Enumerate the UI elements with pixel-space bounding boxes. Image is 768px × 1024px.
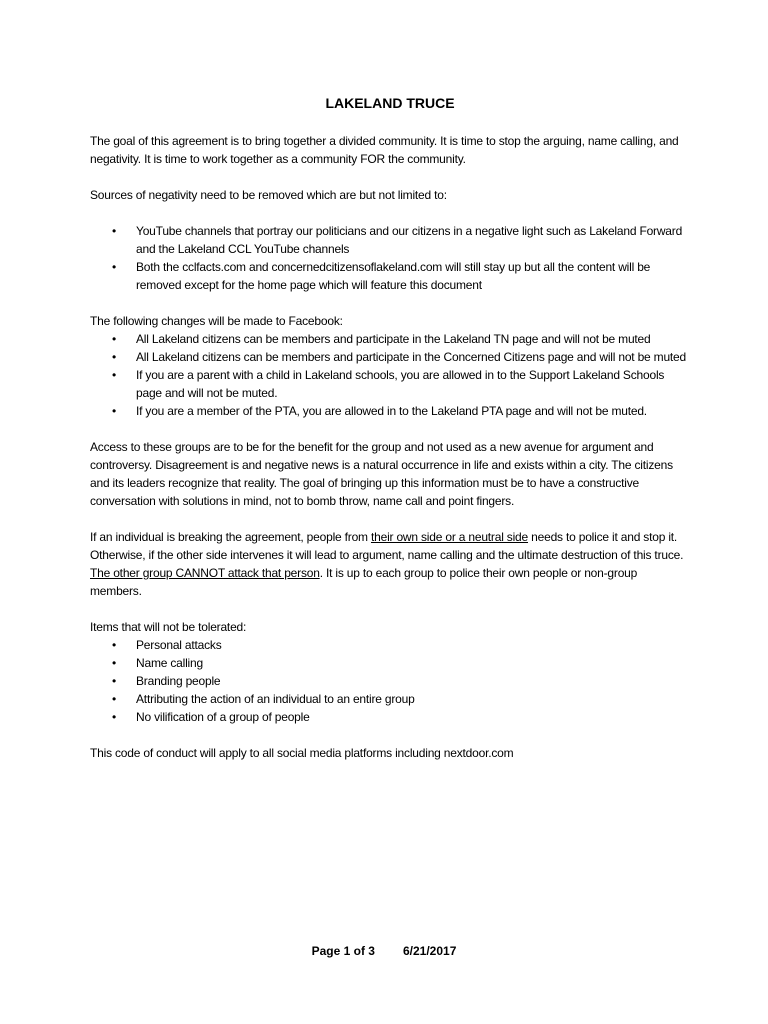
page-number: Page 1 of 3 xyxy=(311,944,375,958)
not-tolerated-list xyxy=(90,636,690,726)
sources-heading: Sources of negativity need to be removed which are but not limited to: xyxy=(90,188,447,202)
page-footer xyxy=(0,944,768,958)
list-item: • All Lakeland citizens can be members and participate in the Lakeland TN page and will not be muted xyxy=(90,330,690,348)
list-item: • Both the cclfacts.com and concernedcitizensoflakeland.com will still stay up but all the content will be removed except for the home page which will feature this document xyxy=(90,258,690,294)
document-date: 6/21/2017 xyxy=(402,944,457,958)
list-item: • Personal attacks xyxy=(90,636,690,654)
list-item: • If you are a member of the PTA, you are allowed in to the Lakeland PTA page and will not be muted. xyxy=(90,402,690,420)
list-item: • All Lakeland citizens can be members and participate in the Concerned Citizens page and will not be muted xyxy=(90,348,690,366)
list-item: • No vilification of a group of people xyxy=(90,708,690,726)
intro-paragraph: The goal of this agreement is to bring together a divided community. It is time to stop the arguing, name calling, and negativity. It is time to work together as a community FOR the community. xyxy=(90,134,679,166)
police-underline-1: their own side or a neutral side xyxy=(370,530,529,544)
sources-list xyxy=(90,222,690,294)
police-text-3: . It is up to each group to police their own people or non-group members. xyxy=(90,566,638,598)
document-title: LAKELAND TRUCE xyxy=(325,95,455,111)
facebook-list xyxy=(90,330,690,420)
list-item: • If you are a parent with a child in Lakeland schools, you are allowed in to the Support Lakeland Schools page and will not be muted. xyxy=(90,366,690,402)
not-tolerated-heading: Items that will not be tolerated: xyxy=(90,620,247,634)
list-item: • Branding people xyxy=(90,672,690,690)
list-item: • Name calling xyxy=(90,654,690,672)
list-item: • Attributing the action of an individual to an entire group xyxy=(90,690,690,708)
closing-paragraph: This code of conduct will apply to all social media platforms including nextdoor.com xyxy=(90,746,514,760)
police-text-2: needs to police it and stop it. Otherwise, if the other side intervenes it will lead to argument, name calling and the ultimate destruction of this truce. xyxy=(90,530,684,562)
police-paragraph xyxy=(90,528,690,600)
police-underline-2: The other group CANNOT attack that person xyxy=(90,566,320,580)
list-item: • YouTube channels that portray our politicians and our citizens in a negative light such as Lakeland Forward and the Lakeland CCL YouTube channels xyxy=(90,222,690,258)
police-text-1: If an individual is breaking the agreement, people from xyxy=(90,530,371,544)
facebook-heading: The following changes will be made to Facebook: xyxy=(90,314,343,328)
document-body xyxy=(90,94,690,780)
access-paragraph: Access to these groups are to be for the benefit for the group and not used as a new avenue for argument and controversy. Disagreement is and negative news is a natural occurrence in life and exists within a city. The citizens and its leaders recognize that reality. The goal of bringing up this information must be to have a constructive conversation with solutions in mind, not to bomb throw, name call and point fingers. xyxy=(90,440,673,508)
